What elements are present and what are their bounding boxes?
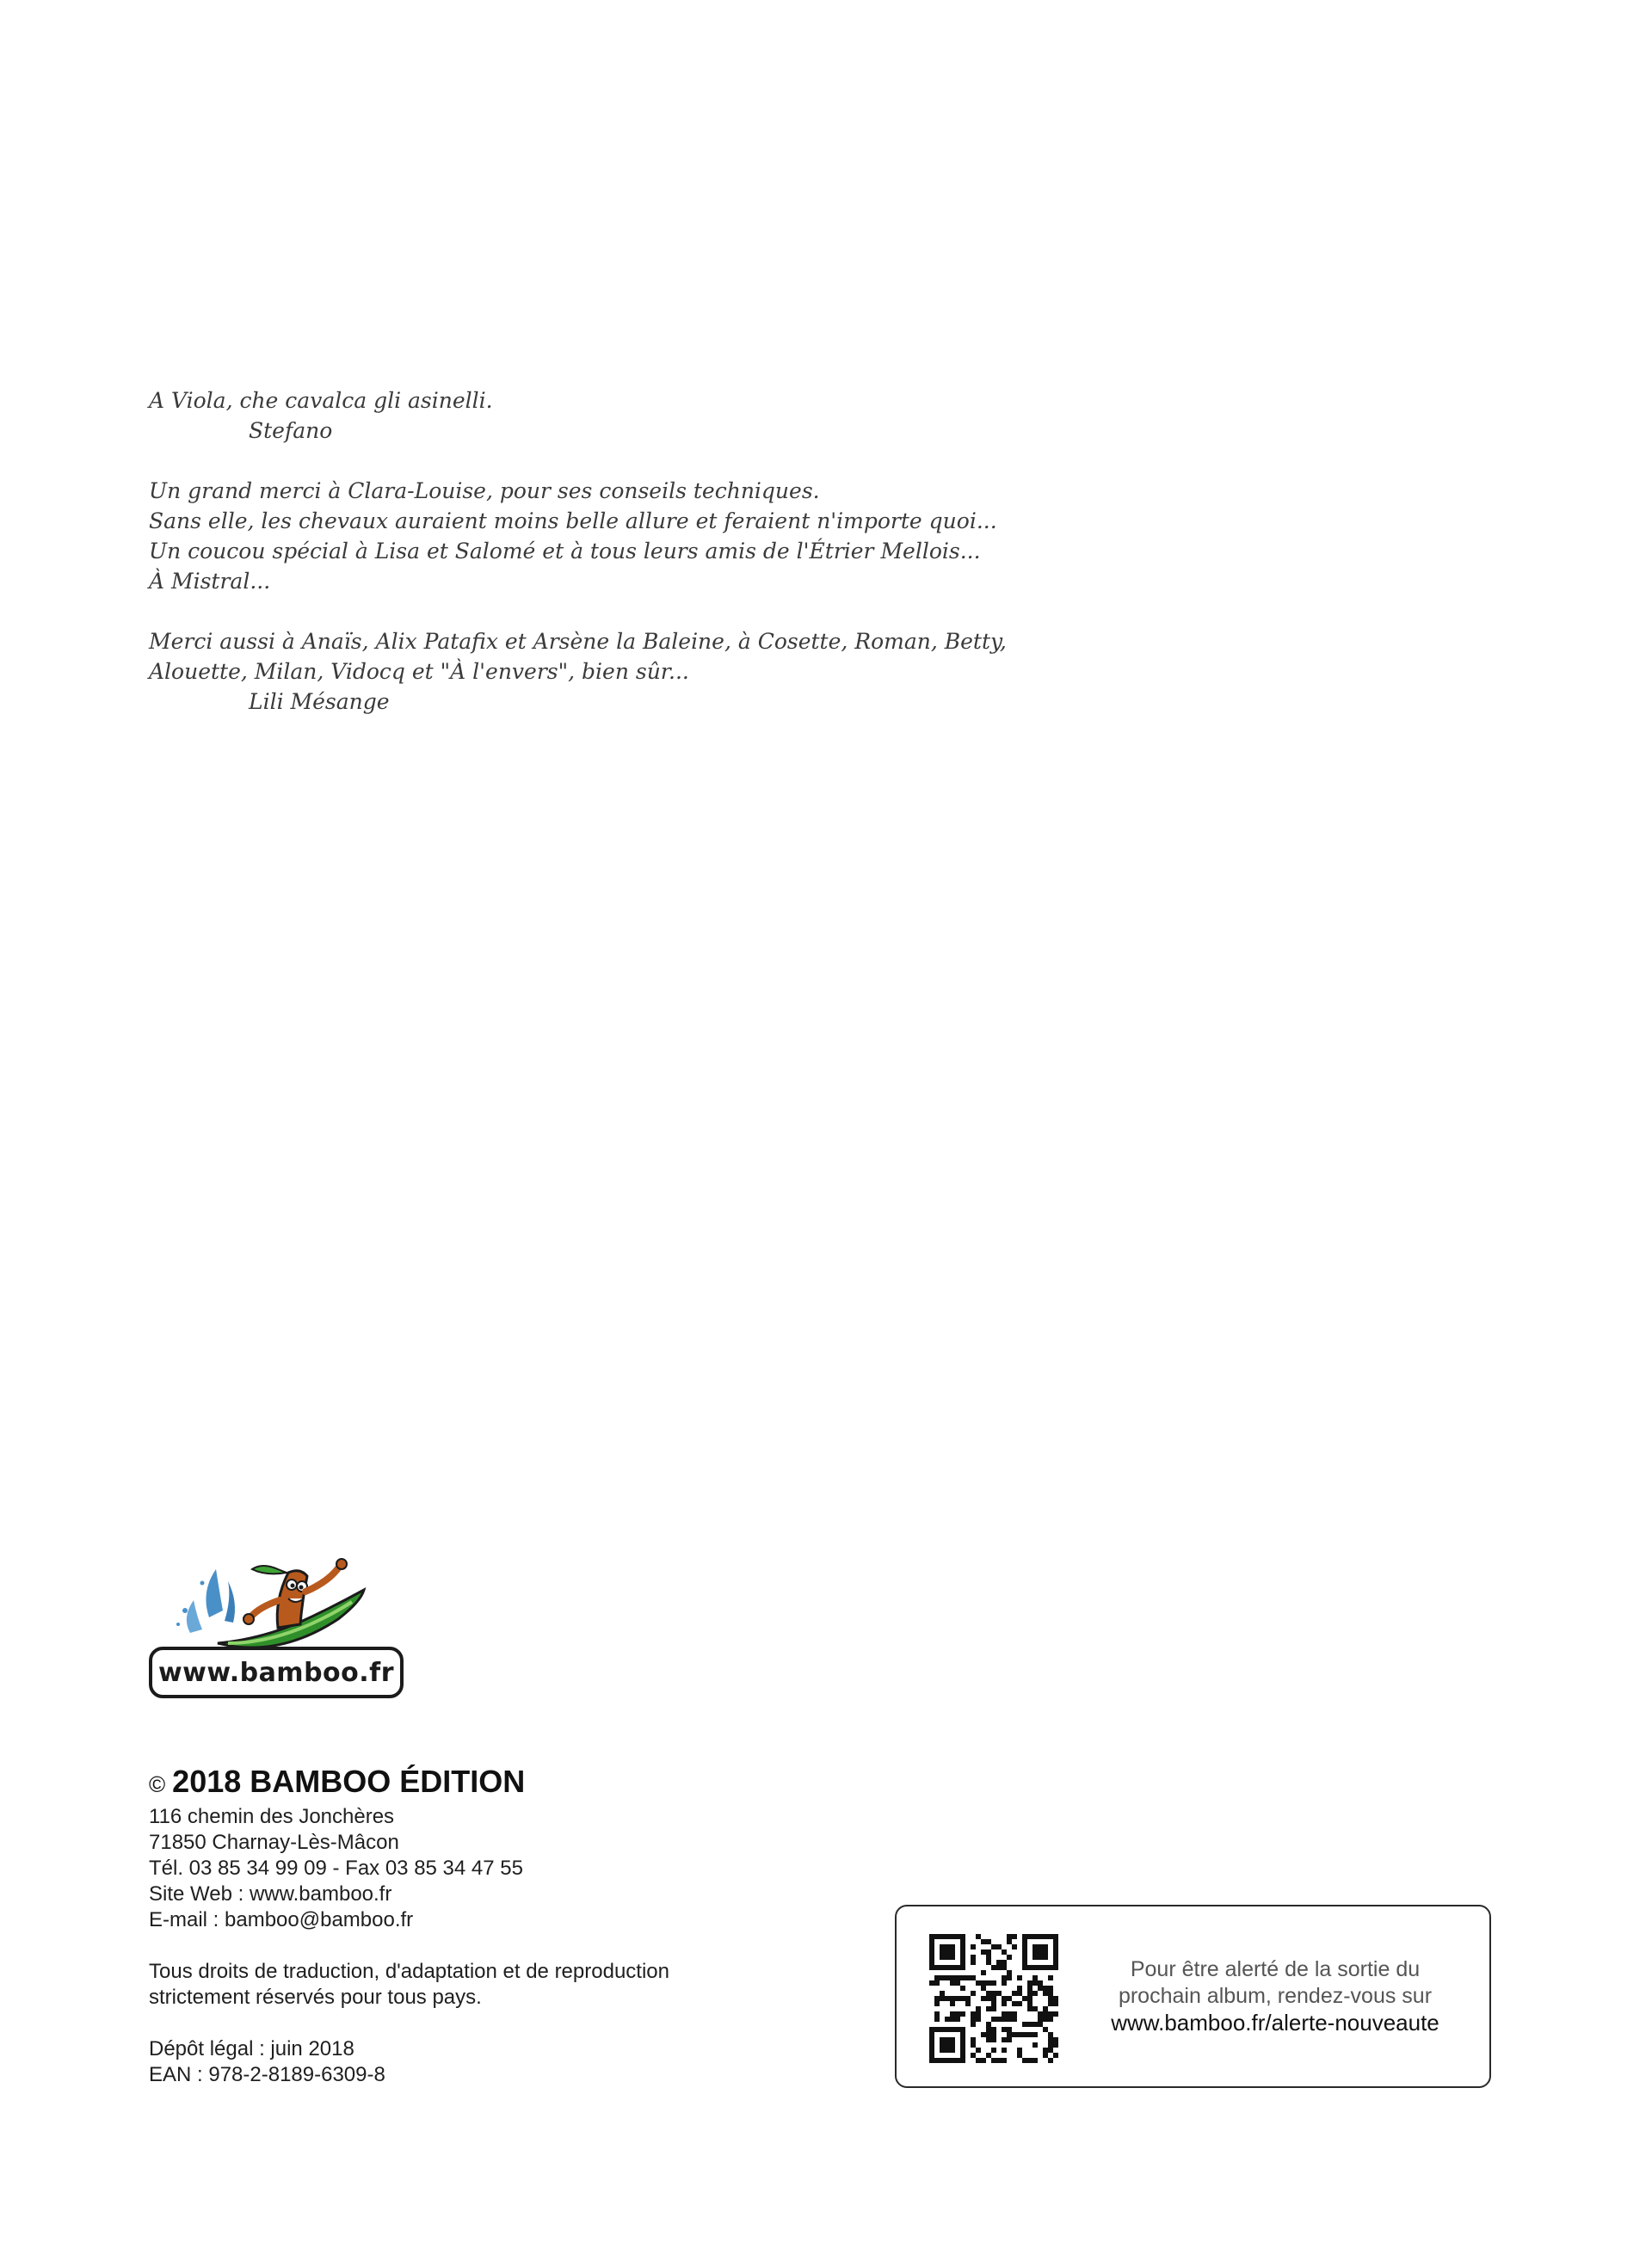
alert-line: prochain album, rendez-vous sur (1118, 1984, 1433, 2008)
spacer (149, 1933, 669, 1959)
spacer (149, 596, 1007, 626)
rights-line: Tous droits de traduction, d'adaptation et de reproduction (149, 1960, 669, 1983)
address-line: 116 chemin des Jonchères (149, 1805, 395, 1828)
publisher-name: 2018 BAMBOO ÉDITION (172, 1764, 526, 1799)
publisher-title (149, 1764, 669, 1802)
phone-line: Tél. 03 85 34 99 09 - Fax 03 85 34 47 55 (149, 1857, 523, 1880)
dedication-line: Merci aussi à Anaïs, Alix Patafix et Arsène la Baleine, à Cosette, Roman, Betty, (149, 629, 1007, 654)
ean-code: EAN : 978-2-8189-6309-8 (149, 2063, 385, 2086)
dedication-line: Sans elle, les chevaux auraient moins belle allure et feraient n'importe quoi... (149, 508, 997, 533)
bamboo-canoe-mascot-icon (149, 1557, 407, 1660)
dedication-signature: Lili Mésange (249, 689, 390, 714)
spacer (149, 2011, 669, 2036)
dedications (149, 385, 1007, 717)
dedication-signature: Stefano (249, 418, 333, 443)
rights-line: strictement réservés pour tous pays. (149, 1986, 482, 2009)
new-release-alert-box (895, 1905, 1491, 2088)
dedication-line: À Mistral... (149, 569, 271, 594)
dedication-line: Alouette, Milan, Vidocq et "À l'envers", bien sûr... (149, 659, 689, 684)
alert-line: Pour être alerté de la sortie du (1130, 1957, 1421, 1981)
qr-code-icon[interactable] (929, 1934, 1058, 2063)
email-line[interactable]: E-mail : bamboo@bamboo.fr (149, 1908, 414, 1931)
copyright-symbol: © (149, 1771, 166, 1797)
logo-url: www.bamboo.fr (149, 1647, 404, 1698)
website-line[interactable]: Site Web : www.bamboo.fr (149, 1882, 392, 1906)
address-line: 71850 Charnay-Lès-Mâcon (149, 1831, 399, 1854)
spacer (149, 446, 1007, 476)
alert-text (1077, 1956, 1473, 2036)
dedication-line: A Viola, che cavalca gli asinelli. (149, 388, 493, 413)
legal-deposit: Dépôt légal : juin 2018 (149, 2037, 354, 2060)
dedication-line: Un coucou spécial à Lisa et Salomé et à tous leurs amis de l'Étrier Mellois... (149, 539, 981, 564)
alert-url-link[interactable]: www.bamboo.fr/alerte-nouveaute (1111, 2010, 1439, 2036)
dedication-line: Un grand merci à Clara-Louise, pour ses conseils techniques. (149, 478, 820, 503)
bamboo-logo[interactable] (149, 1557, 407, 1703)
colophon (149, 1764, 669, 2088)
